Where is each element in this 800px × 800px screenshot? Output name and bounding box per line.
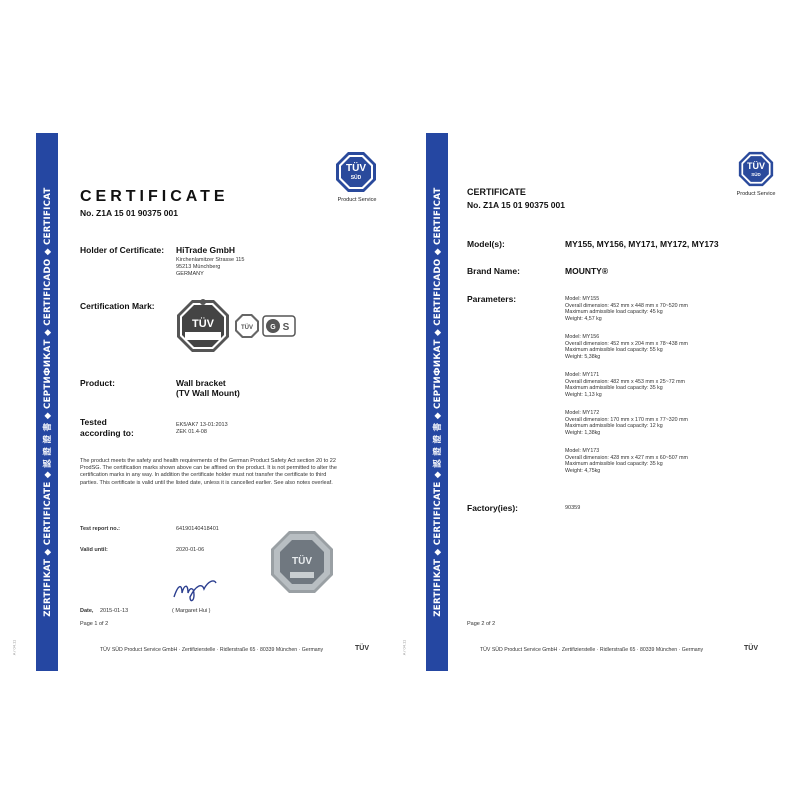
logo-sud-text: SÜD xyxy=(751,172,761,177)
tested-standards xyxy=(176,422,228,436)
parameters-label: Parameters: xyxy=(467,294,517,304)
param-line: Overall dimension: 452 mm x 448 mm x 70~520 mm xyxy=(565,302,688,309)
tested-label xyxy=(80,417,134,439)
certificate-page-2 xyxy=(426,133,776,671)
tuv-mark-icon xyxy=(176,299,230,353)
footer-tuv-logo: TÜV xyxy=(355,645,369,652)
side-form-mark: A / 04.11 xyxy=(401,639,407,656)
side-band-text: ZERTIFIKAT ◆ CERTIFICATE ◆ 認 證 證 書 ◆ СЕРТИФИКАТ ◆ CERTIFICADO ◆ CERTIFICAT xyxy=(43,187,53,617)
svg-text:TÜV: TÜV xyxy=(241,325,253,331)
holder-name: HiTrade GmbH xyxy=(176,245,236,255)
compliance-paragraph: The product meets the safety and health requirements of the German Product Safety Act section 20 to 22 ProdSG. The certification marks shown above can be affixed on the product. It is not permitted to alter the certification marks in any way. In addition the certificate holder must not transfer the certificate to third parties. This certificate is valid until the listed date, unless it is cancelled earlier. See also notes overleaf. xyxy=(80,458,337,486)
tuv-sud-logo xyxy=(736,151,780,197)
svg-text:S: S xyxy=(282,322,290,333)
valid-until-label: Valid until: xyxy=(80,547,108,553)
param-line: Weight: 1,13 kg xyxy=(565,391,602,398)
certificate-title: CERTIFICATE xyxy=(467,187,526,197)
param-line: Weight: 5,38kg xyxy=(565,353,601,360)
product-line: (TV Wall Mount) xyxy=(176,388,240,398)
parameter-block-my156 xyxy=(565,334,688,360)
side-form-mark: A / 04.11 xyxy=(11,639,17,656)
logo-tuv-text: TÜV xyxy=(346,163,366,174)
hologram-icon xyxy=(270,530,334,594)
param-line: Maximum admissible load capacity: 35 kg xyxy=(565,385,663,392)
holder-address xyxy=(176,257,244,278)
parameter-block-my155 xyxy=(565,296,688,322)
certification-mark-label: Certification Mark: xyxy=(80,301,155,311)
footer-tuv-logo: TÜV xyxy=(744,645,758,652)
page-number: Page 1 of 2 xyxy=(80,621,109,627)
certificate-title: CERTIFICATE xyxy=(80,188,229,205)
side-band-text: ZERTIFIKAT ◆ CERTIFICATE ◆ 認 證 證 書 ◆ СЕРТИФИКАТ ◆ CERTIFICADO ◆ CERTIFICAT xyxy=(433,187,443,617)
parameter-block-my172 xyxy=(565,410,688,436)
models-value: MY155, MY156, MY171, MY172, MY173 xyxy=(565,239,719,249)
signer-name: ( Margaret Hui ) xyxy=(172,608,211,614)
param-line: Overall dimension: 170 mm x 170 mm x 77~320 mm xyxy=(565,416,688,423)
certificate-side-band xyxy=(36,133,58,671)
parameter-block-my171 xyxy=(565,372,685,398)
date-label: Date, xyxy=(80,608,94,614)
param-line: Maximum admissible load capacity: 45 kg xyxy=(565,309,663,316)
certificate-page-1 xyxy=(36,133,377,671)
param-line: Overall dimension: 452 mm x 204 mm x 78~438 mm xyxy=(565,340,688,347)
tuv-small-mark xyxy=(234,313,260,344)
tuv-sud-logo xyxy=(335,151,377,203)
logo-sud-text: SÜD xyxy=(350,175,362,181)
certificate-number: No. Z1A 15 01 90375 001 xyxy=(467,200,565,210)
factory-label: Factory(ies): xyxy=(467,503,519,513)
product-label: Product: xyxy=(80,378,115,388)
parameter-block-my173 xyxy=(565,448,688,474)
address-line: Kirchenlamitzer Strasse 115 xyxy=(176,257,245,263)
signature-icon xyxy=(170,575,220,605)
logo-caption: Product Service xyxy=(337,197,377,203)
param-line: Weight: 1,38kg xyxy=(565,429,601,436)
param-line: Maximum admissible load capacity: 55 kg xyxy=(565,347,663,354)
logo-tuv-text: TÜV xyxy=(747,161,765,171)
factory-value: 90359 xyxy=(565,505,581,511)
page-number: Page 2 of 2 xyxy=(467,621,496,627)
logo-caption: Product Service xyxy=(736,191,776,197)
param-line: Overall dimension: 428 mm x 427 mm x 60~507 mm xyxy=(565,454,688,461)
signature xyxy=(170,575,220,610)
param-line: Maximum admissible load capacity: 12 kg xyxy=(565,423,663,430)
valid-until-value: 2020-01-06 xyxy=(176,547,205,553)
brand-value: MOUNTY® xyxy=(565,266,609,276)
address-line: 95213 Münchberg xyxy=(176,264,221,270)
address-line: GERMANY xyxy=(176,271,204,277)
param-line: Model: MY173 xyxy=(565,448,600,454)
param-line: Weight: 4,57 kg xyxy=(565,315,602,322)
param-line: Overall dimension: 482 mm x 453 mm x 25~72 mm xyxy=(565,378,685,385)
models-label: Model(s): xyxy=(467,239,505,249)
param-line: Model: MY156 xyxy=(565,334,600,340)
svg-text:G: G xyxy=(270,324,276,331)
hologram-seal xyxy=(270,530,334,599)
brand-label: Brand Name: xyxy=(467,266,520,276)
param-line: Weight: 4,75kg xyxy=(565,467,601,474)
tuv-small-mark-icon xyxy=(234,313,260,339)
svg-text:TÜV: TÜV xyxy=(192,318,214,330)
test-report-label: Test report no.: xyxy=(80,526,120,532)
standard-line: EK5/AK7 13-01:2013 xyxy=(176,422,228,428)
gs-mark xyxy=(262,315,296,342)
tested-label-line: Tested xyxy=(80,417,107,427)
product-line: Wall bracket xyxy=(176,378,226,388)
param-line: Maximum admissible load capacity: 35 kg xyxy=(565,461,663,468)
certificate-side-band xyxy=(426,133,448,671)
gs-mark-icon xyxy=(262,315,296,337)
tuv-certification-mark xyxy=(176,299,230,358)
tested-label-line: according to: xyxy=(80,428,134,438)
standard-line: ZEK 01.4-08 xyxy=(176,429,207,435)
param-line: Model: MY171 xyxy=(565,372,600,378)
param-line: Model: MY155 xyxy=(565,296,600,302)
date-value: 2015-01-13 xyxy=(100,608,129,614)
footer-address: TÜV SÜD Product Service GmbH · Zertifizierstelle · Ridlerstraße 65 · 80339 München · Germany xyxy=(100,647,324,653)
footer-address: TÜV SÜD Product Service GmbH · Zertifizierstelle · Ridlerstraße 65 · 80339 München · Germany xyxy=(480,647,704,653)
svg-text:TÜV: TÜV xyxy=(292,556,312,567)
holder-label: Holder of Certificate: xyxy=(80,245,165,255)
param-line: Model: MY172 xyxy=(565,410,600,416)
certificate-number: No. Z1A 15 01 90375 001 xyxy=(80,208,178,218)
product-value xyxy=(176,378,240,398)
test-report-value: 64190140418401 xyxy=(176,526,219,532)
